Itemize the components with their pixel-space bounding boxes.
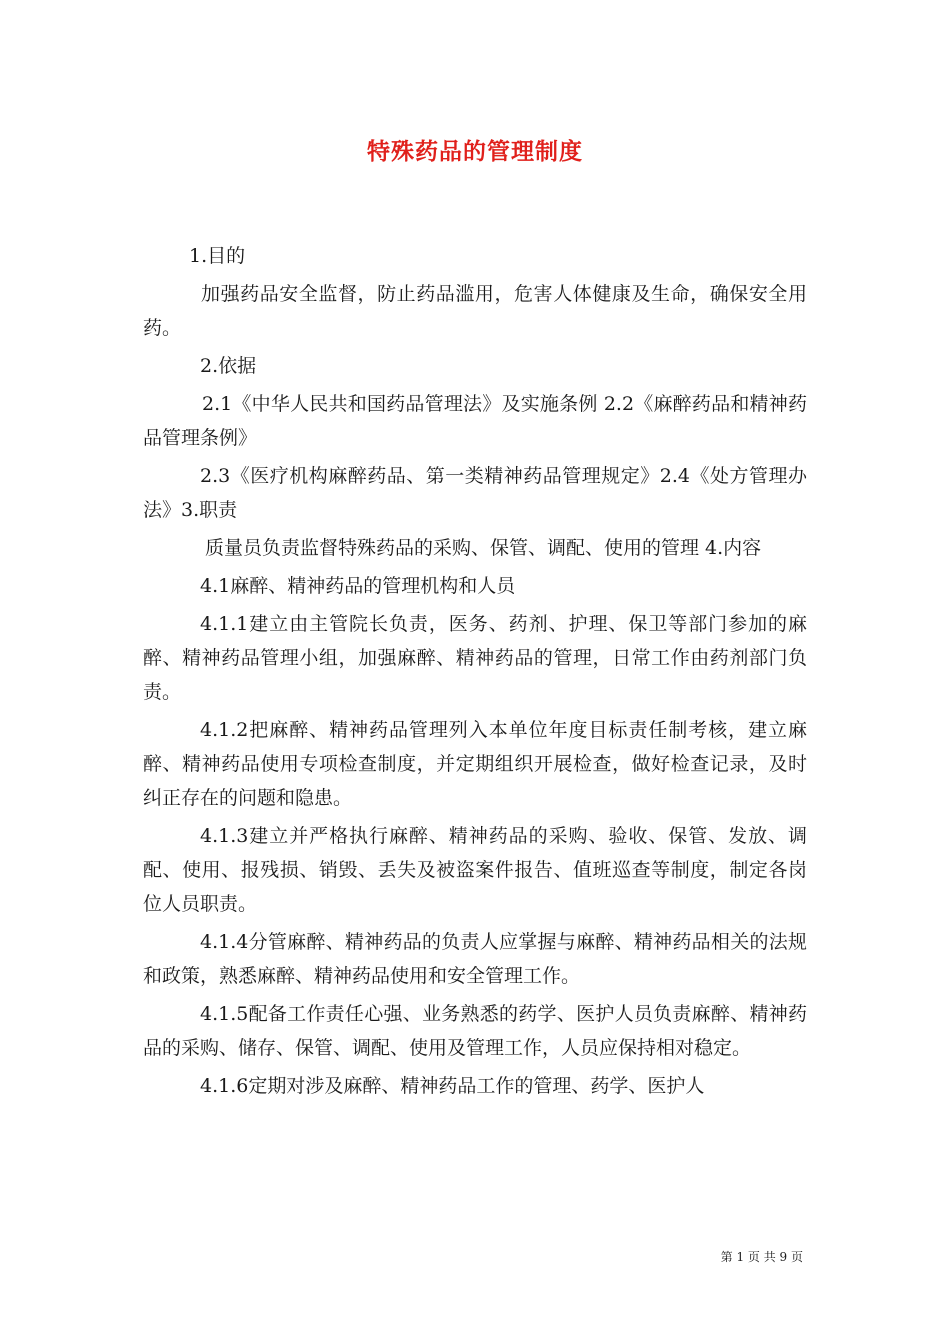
page-footer: 第 1 页 共 9 页 (720, 1250, 803, 1264)
paragraph: 4.1.1建立由主管院长负责，医务、药剂、护理、保卫等部门参加的麻醉、精神药品管理小组，加强麻醉、精神药品的管理，日常工作由药剂部门负责。 (143, 613, 807, 703)
paragraph: 4.1.2把麻醉、精神药品管理列入本单位年度目标责任制考核，建立麻醉、精神药品使用专项检查制度，并定期组织开展检查，做好检查记录，及时纠正存在的问题和隐患。 (143, 719, 807, 809)
paragraph: 4.1.5配备工作责任心强、业务熟悉的药学、医护人员负责麻醉、精神药品的采购、储存、保管、调配、使用及管理工作，人员应保持相对稳定。 (143, 1003, 807, 1059)
paragraph: 1.目的 (189, 245, 246, 267)
paragraph: 2.1《中华人民共和国药品管理法》及实施条例 2.2《麻醉药品和精神药品管理条例》 (143, 393, 807, 449)
paragraph: 4.1.6定期对涉及麻醉、精神药品工作的管理、药学、医护人 (200, 1075, 705, 1097)
paragraph: 4.1.4分管麻醉、精神药品的负责人应掌握与麻醉、精神药品相关的法规和政策，熟悉麻醉、精神药品使用和安全管理工作。 (143, 931, 807, 987)
paragraph: 4.1.3建立并严格执行麻醉、精神药品的采购、验收、保管、发放、调配、使用、报残损、销毁、丢失及被盗案件报告、值班巡查等制度，制定各岗位人员职责。 (143, 825, 807, 915)
paragraph: 质量员负责监督特殊药品的采购、保管、调配、使用的管理 4.内容 (205, 537, 762, 559)
paragraph: 4.1麻醉、精神药品的管理机构和人员 (200, 575, 516, 597)
document-title: 特殊药品的管理制度 (367, 138, 583, 165)
paragraph: 2.3《医疗机构麻醉药品、第一类精神药品管理规定》2.4《处方管理办法》3.职责 (143, 465, 807, 521)
paragraph: 2.依据 (200, 355, 257, 377)
document-body (143, 239, 807, 1107)
paragraph: 加强药品安全监督，防止药品滥用，危害人体健康及生命，确保安全用药。 (143, 283, 807, 339)
